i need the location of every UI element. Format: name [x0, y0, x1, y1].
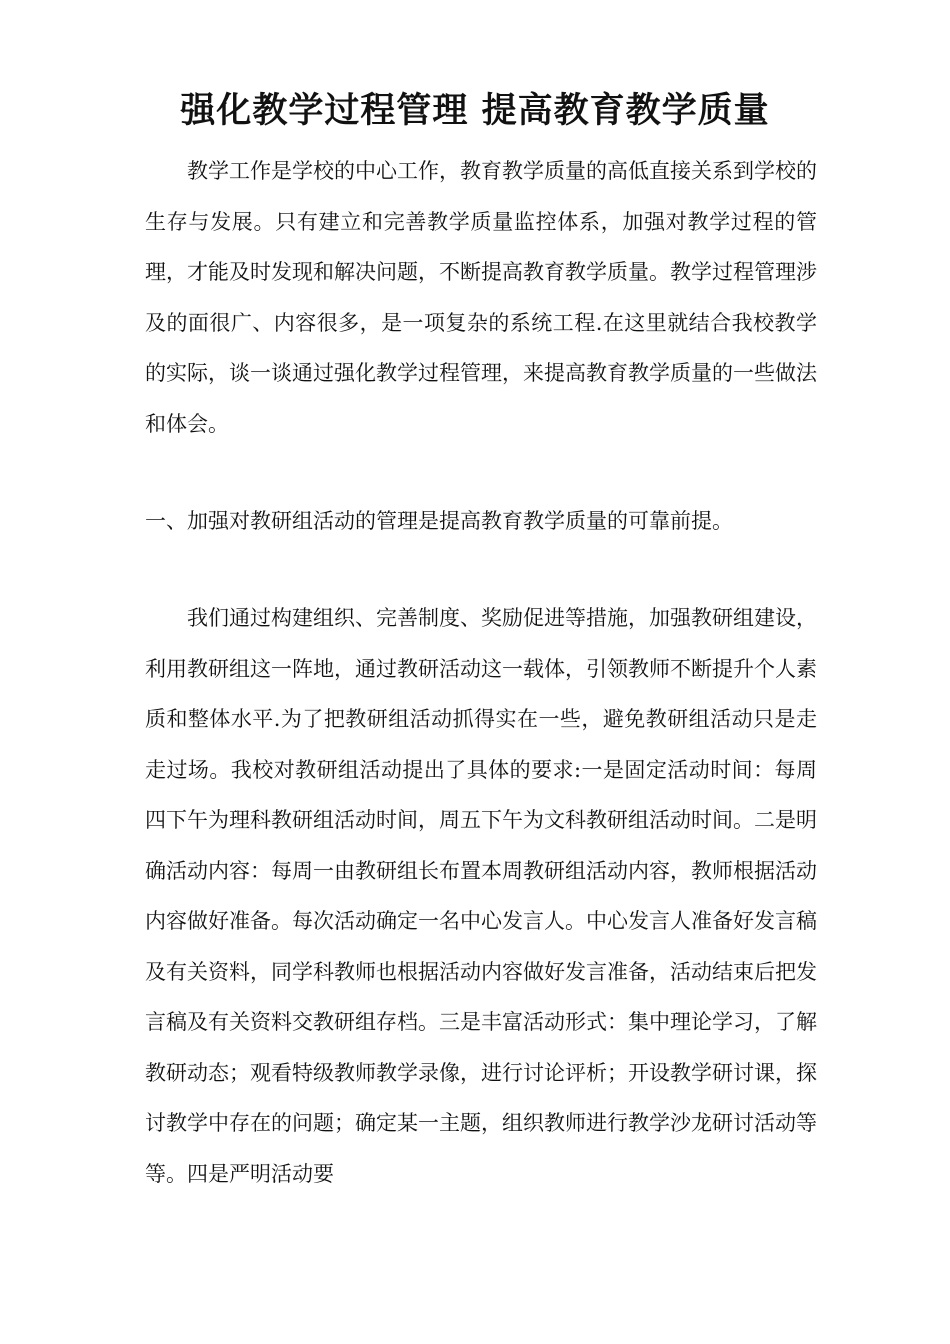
intro-paragraph: 教学工作是学校的中心工作，教育教学质量的高低直接关系到学校的生存与发展。只有建立和完善教学质量监控体系，加强对教学过程的管理，才能及时发现和解决问题，不断提高教育教学质量。教学过程管理涉及的面很广、内容很多，是一项复杂的系统工程.在这里就结合我校教学的实际，谈一谈通过强化教学过程管理，来提高教育教学质量的一些做法和体会。 — [145, 159, 817, 436]
section-heading: 一、加强对教研组活动的管理是提高教育教学质量的可靠前提。 — [145, 509, 733, 533]
body-paragraph: 我们通过构建组织、完善制度、奖励促进等措施，加强教研组建设，利用教研组这一阵地，通过教研活动这一载体，引领教师不断提升个人素质和整体水平.为了把教研组活动抓得实在一些，避免教研组活动只是走走过场。我校对教研组活动提出了具体的要求:一是固定活动时间：每周四下午为理科教研组活动时间，周五下午为文科教研组活动时间。二是明确活动内容：每周一由教研组长布置本周教研组活动内容，教师根据活动内容做好准备。每次活动确定一名中心发言人。中心发言人准备好发言稿及有关资料，同学科教师也根据活动内容做好发言准备，活动结束后把发言稿及有关资料交教研组存档。三是丰富活动形式：集中理论学习，了解教研动态；观看特级教师教学录像，进行讨论评析；开设教学研讨课，探讨教学中存在的问题；确定某一主题，组织教师进行教学沙龙研讨活动等等。四是严明活动要 — [145, 606, 817, 1186]
document-title: 强化教学过程管理 提高教育教学质量 — [180, 90, 770, 131]
